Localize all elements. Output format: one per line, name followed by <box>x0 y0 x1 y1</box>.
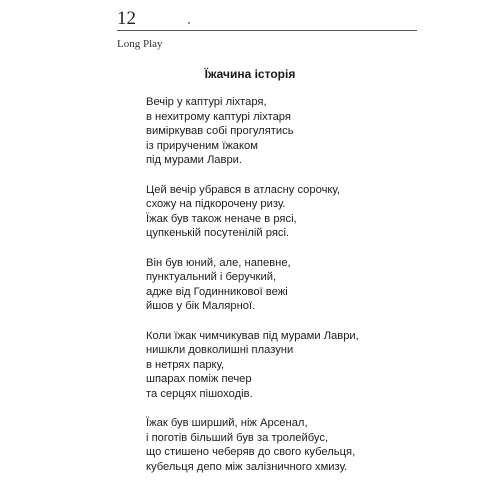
poem-line: пунктуальний і беручкий, <box>146 271 277 284</box>
poem-line: адже від Годинникової вежі <box>146 285 288 298</box>
poem-line: виміркував собі прогулятись <box>146 125 294 138</box>
running-head: Long Play <box>117 38 163 50</box>
poem-line: Цей вечір убрався в атласну сорочку, <box>146 183 341 196</box>
poem-title: Їжачина історія <box>204 67 296 81</box>
print-speck <box>188 22 190 24</box>
poem-line: нишкли довколишні плазуни <box>146 344 294 357</box>
poem-line: кубельця депо між залізничного хмизу. <box>146 460 348 473</box>
stanza-4 <box>146 329 446 402</box>
poem-line: Вечір у каптурі ліхтаря, <box>146 96 267 108</box>
poem-line: Їжак був ширший, ніж Арсенал, <box>146 417 308 430</box>
poem-line: в нетрях парку, <box>146 358 225 371</box>
stanza-5 <box>146 416 446 474</box>
poem-line: Коли їжак чимчикував під мурами Лаври, <box>146 329 359 342</box>
header-rule <box>117 30 417 31</box>
poem-line: Їжак був також неначе в рясі, <box>146 212 297 225</box>
poem-body <box>146 95 446 489</box>
stanza-1 <box>146 95 446 168</box>
poem-line: цупкенькій посутенілій рясі. <box>146 227 290 240</box>
poem-line: Він був юний, але, напевне, <box>146 256 291 269</box>
poem-line: схожу на підкорочену ризу. <box>146 198 286 211</box>
poem-line: і поготів більший був за тролейбус, <box>146 431 329 444</box>
stanza-2 <box>146 183 446 241</box>
poem-line: під мурами Лаври. <box>146 154 243 167</box>
poem-line: йшов у бік Малярної. <box>146 300 256 313</box>
poem-line: що стишено чеберяв до свого кубельця, <box>146 446 356 459</box>
poem-line: із прирученим їжаком <box>146 139 258 152</box>
page-number: 12 <box>117 8 136 29</box>
stanza-3 <box>146 256 446 314</box>
poem-line: та серцях пішоходів. <box>146 387 253 400</box>
poem-line: шпарах поміж печер <box>146 373 252 386</box>
poem-line: в нехитрому каптурі ліхтаря <box>146 110 291 123</box>
